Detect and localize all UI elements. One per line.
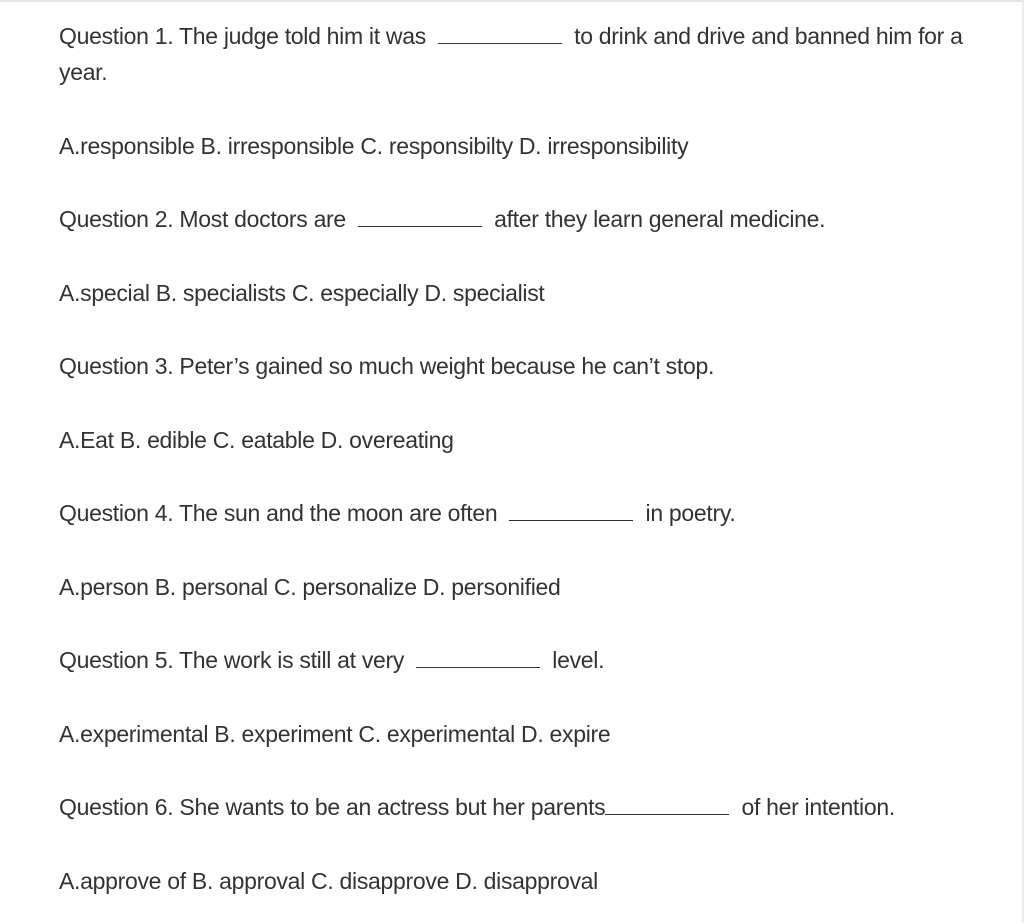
question-6-options: A.approve of B. approval C. disapprove D. disapproval xyxy=(59,868,598,894)
question-5-text-after: level. xyxy=(552,647,605,673)
question-6-text-before: Question 6. She wants to be an actress but her parents xyxy=(59,794,606,820)
question-4 xyxy=(59,495,999,531)
question-6-blank xyxy=(605,794,729,815)
question-6-text-after: of her intention. xyxy=(741,794,895,820)
question-list xyxy=(59,18,999,899)
question-6 xyxy=(59,789,999,825)
question-4-blank xyxy=(509,500,633,521)
question-1-text-before: Question 1. The judge told him it was xyxy=(59,23,426,49)
question-1-blank xyxy=(438,23,562,44)
question-2 xyxy=(59,201,999,237)
question-1-text-after: to drink and drive and banned him for a year. xyxy=(59,23,963,85)
question-2-text-after: after they learn general medicine. xyxy=(494,206,826,232)
question-5-text-before: Question 5. The work is still at very xyxy=(59,647,405,673)
question-5-options: A.experimental B. experiment C. experimental D. expire xyxy=(59,721,611,747)
question-2-text-before: Question 2. Most doctors are xyxy=(59,206,346,232)
question-4-options: A.person B. personal C. personalize D. personified xyxy=(59,574,561,600)
question-3: Question 3. Peter’s gained so much weight because he can’t stop. xyxy=(59,353,715,379)
question-4-text-before: Question 4. The sun and the moon are often xyxy=(59,500,498,526)
question-5-blank xyxy=(416,647,540,668)
question-1 xyxy=(59,18,999,90)
question-2-options: A.special B. specialists C. especially D. specialist xyxy=(59,280,545,306)
question-2-blank xyxy=(358,206,482,227)
question-4-text-after: in poetry. xyxy=(645,500,736,526)
question-3-options: A.Eat B. edible C. eatable D. overeating xyxy=(59,427,454,453)
question-1-options: A.responsible B. irresponsible C. responsibilty D. irresponsibility xyxy=(59,133,689,159)
question-5 xyxy=(59,642,999,678)
top-divider xyxy=(0,0,1024,2)
